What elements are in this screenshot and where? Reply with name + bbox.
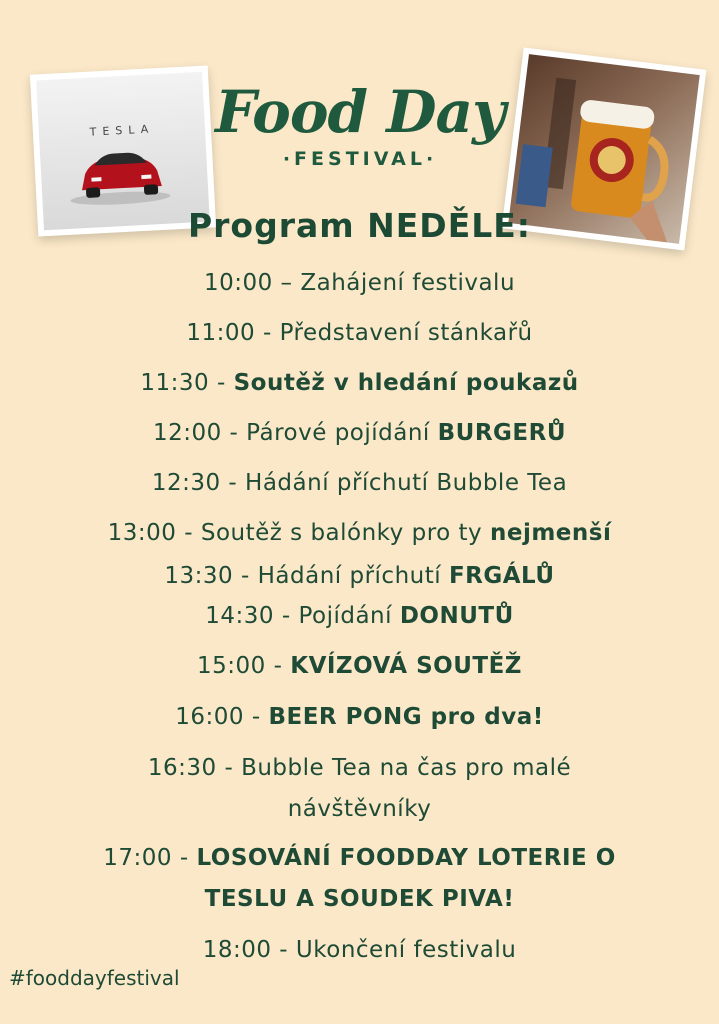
item-bold-line2: TESLU A SOUDEK PIVA! — [204, 886, 515, 912]
item-bold: LOSOVÁNÍ FOODDAY LOTERIE O — [196, 845, 616, 871]
schedule-item-continued — [0, 796, 719, 822]
hashtag: #fooddayfestival — [9, 966, 180, 990]
item-sep: - — [220, 470, 246, 496]
item-time: 11:00 — [186, 320, 256, 346]
item-time: 16:30 — [147, 755, 217, 781]
item-time: 15:00 — [197, 653, 266, 679]
schedule-item — [0, 470, 719, 496]
schedule-item — [0, 270, 719, 296]
item-time: 17:00 — [103, 845, 173, 871]
schedule-item — [0, 520, 719, 546]
festival-logo — [190, 80, 530, 170]
schedule-item — [0, 420, 719, 446]
item-text: Zahájení festivalu — [300, 270, 516, 296]
item-text: Hádání příchutí — [257, 563, 449, 589]
item-sep: - — [233, 563, 258, 589]
item-time: 16:00 — [175, 704, 245, 730]
item-sep: - — [244, 704, 269, 730]
item-sep: - — [274, 603, 299, 629]
item-time: 12:30 — [151, 470, 221, 496]
item-sep: - — [216, 755, 242, 781]
item-text: Bubble Tea na čas pro malé — [241, 755, 572, 781]
item-sep: - — [172, 845, 197, 871]
schedule-item — [0, 370, 719, 396]
logo-title: Food Day — [215, 78, 505, 146]
item-text: Párové pojídání — [246, 420, 438, 446]
item-sep: - — [255, 320, 280, 346]
logo-subtitle: ·FESTIVAL· — [282, 148, 438, 170]
schedule-item — [0, 704, 719, 730]
tesla-logo-text: TESLA — [89, 122, 155, 139]
item-time: 10:00 — [203, 270, 273, 296]
item-sep: - — [176, 520, 201, 546]
item-sep: - — [209, 370, 234, 396]
item-text-line2: návštěvníky — [287, 796, 432, 822]
item-bold: Soutěž v hledání poukazů — [233, 370, 579, 396]
item-text: Soutěž s balónky pro ty — [200, 520, 490, 546]
schedule-item — [0, 653, 719, 679]
item-text: Pojídání — [298, 603, 400, 629]
schedule-item-continued — [0, 886, 719, 912]
item-bold: BURGERŮ — [437, 420, 567, 446]
item-sep: – — [272, 270, 301, 296]
item-time: 18:00 — [202, 937, 272, 963]
item-time: 13:30 — [164, 563, 234, 589]
item-sep: - — [271, 937, 296, 963]
item-time: 12:00 — [152, 420, 222, 446]
item-text: Hádání příchutí Bubble Tea — [245, 470, 568, 496]
item-bold: nejmenší — [489, 520, 612, 546]
item-bold: KVÍZOVÁ SOUTĚŽ — [290, 653, 522, 679]
schedule-item — [0, 320, 719, 346]
item-time: 13:00 — [107, 520, 177, 546]
item-bold: BEER PONG pro dva! — [268, 704, 544, 730]
schedule-item — [0, 603, 719, 629]
item-bold: DONUTŮ — [399, 603, 514, 629]
item-time: 14:30 — [205, 603, 275, 629]
item-time: 11:30 — [140, 370, 210, 396]
schedule-item — [0, 755, 719, 781]
item-sep: - — [221, 420, 247, 446]
item-text: Ukončení festivalu — [295, 937, 517, 963]
program-heading: Program NEDĚLE: — [187, 206, 532, 245]
schedule-item — [0, 845, 719, 871]
item-bold: FRGÁLŮ — [448, 563, 555, 589]
schedule-item — [0, 563, 719, 589]
item-sep: - — [265, 653, 291, 679]
schedule-item — [0, 937, 719, 963]
item-text: Představení stánkařů — [279, 320, 533, 346]
